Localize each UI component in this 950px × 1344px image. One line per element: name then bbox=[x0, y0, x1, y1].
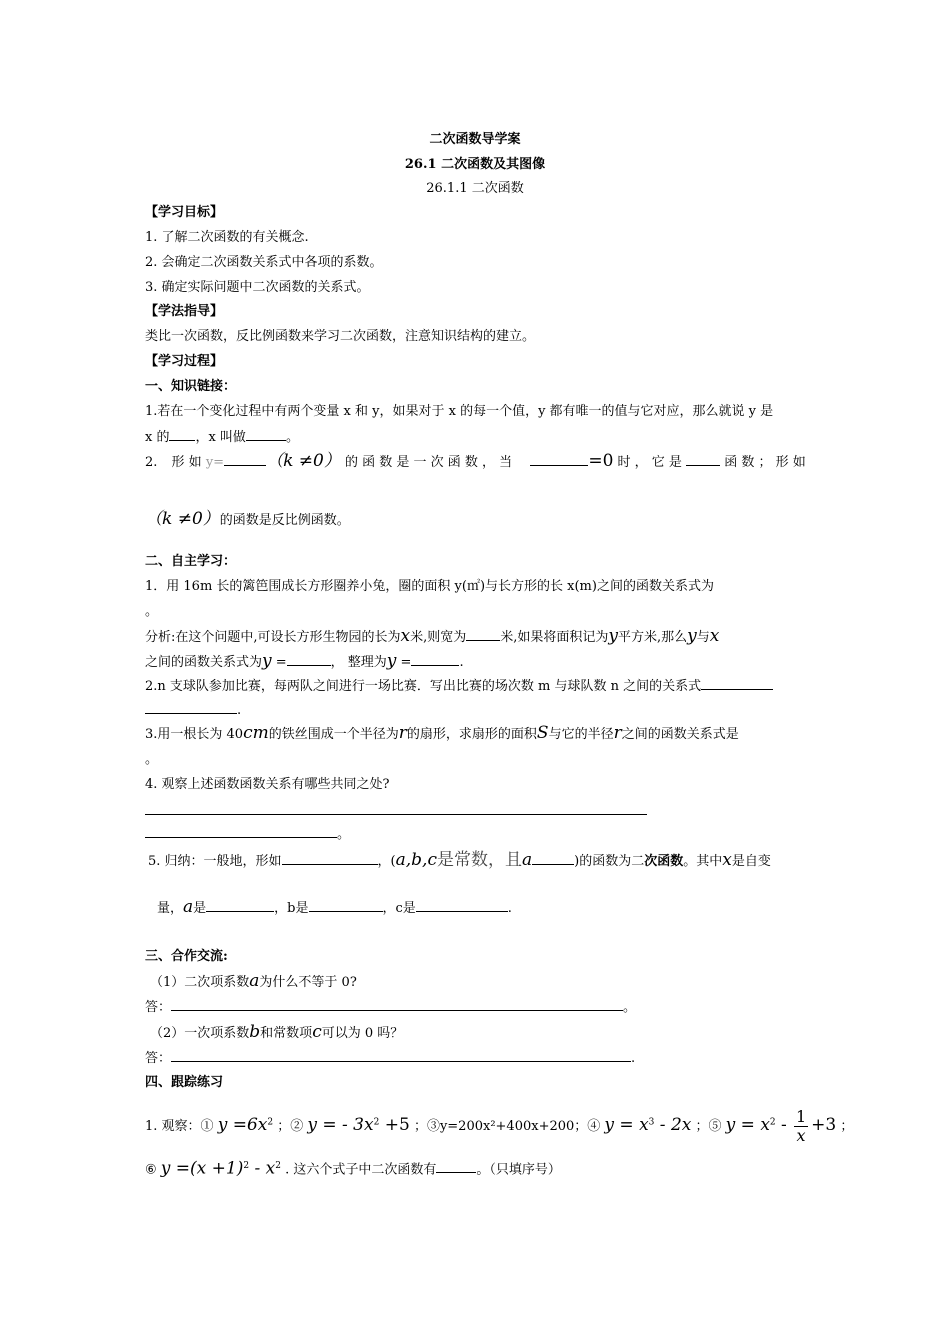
part2-q5-line2: 量，a是 ，b是 ，c是 . bbox=[157, 897, 512, 917]
blank[interactable] bbox=[169, 428, 195, 441]
page-title: 二次函数导学案 bbox=[429, 132, 521, 147]
answer-line[interactable] bbox=[145, 814, 647, 815]
blank[interactable] bbox=[309, 899, 383, 912]
blank[interactable] bbox=[436, 1160, 476, 1173]
blank[interactable] bbox=[287, 653, 331, 666]
part1-q2-line1: 2. 形 如 y= （k ≠0） 的 函 数 是 一 次 函 数 ， 当 =0 时 ， 它 是 函 数 ； 形 如 bbox=[145, 451, 806, 471]
blank[interactable] bbox=[416, 899, 508, 912]
part4-heading: 四、跟踪练习 bbox=[145, 1075, 224, 1090]
part2-q4-line2: 。 bbox=[145, 825, 350, 844]
part3-answer2: 答： . bbox=[145, 1051, 636, 1066]
goal-item-1: 1. 了解二次函数的有关概念. bbox=[145, 230, 309, 245]
answer-blank[interactable] bbox=[171, 998, 623, 1011]
part4-q1-line1: 1. 观察：① $y =6x^2$ ；② y = - $3x^2 +5$ ；③y=200x²+400x+200；④ $y = x^3 - 2x$ ；⑤ $y = x^2$ - $\frac{1}{x}$ +3 ； bbox=[145, 1107, 854, 1145]
blank[interactable] bbox=[145, 825, 337, 838]
blank[interactable] bbox=[246, 428, 286, 441]
part2-q3: 3.用一根长为 40cm的铁丝围成一个半径为r的扇形，求扇形的面积S与它的半径r之间的函数关系式是 bbox=[145, 723, 739, 743]
goals-heading: 【学习目标】 bbox=[145, 205, 224, 220]
blank[interactable] bbox=[282, 852, 378, 865]
blank[interactable] bbox=[145, 701, 237, 714]
part1-q2-line2: （k ≠0）的函数是反比例函数。 bbox=[145, 509, 350, 529]
part2-analysis-line2: 之间的函数关系式为y = ， 整理为y = . bbox=[145, 651, 464, 671]
goal-item-2: 2. 会确定二次函数关系式中各项的系数。 bbox=[145, 255, 383, 270]
part2-heading: 二、自主学习： bbox=[145, 554, 237, 569]
blank[interactable] bbox=[686, 453, 720, 466]
method-text: 类比一次函数，反比例函数来学习二次函数，注意知识结构的建立。 bbox=[145, 329, 536, 344]
part2-q1-end: 。 bbox=[145, 604, 159, 619]
part2-q5: 5. 归纳：一般地，形如 ，(a,b,c是常数，且a )的函数为二次函数。其中x是自变 bbox=[148, 850, 771, 870]
part2-q4: 4. 观察上述函数函数关系有哪些共同之处? bbox=[145, 777, 390, 792]
part4-q1-line2: ⑥ $y =(x +1)^2 - x^2$ . 这六个式子中二次函数有 。（只填序号） bbox=[145, 1158, 561, 1179]
part2-q3-end: 。 bbox=[145, 752, 159, 767]
blank[interactable] bbox=[411, 653, 459, 666]
blank[interactable] bbox=[532, 852, 574, 865]
part1-q1-line2: x 的 ，x 叫做 。 bbox=[145, 430, 299, 445]
section-title: 26.1 二次函数及其图像 bbox=[404, 157, 546, 172]
subsection-title: 26.1.1 二次函数 bbox=[426, 181, 524, 196]
part2-q2: 2.n 支球队参加比赛，每两队之间进行一场比赛．写出比赛的场次数 m 与球队数 n 之间的关系式 bbox=[145, 677, 773, 696]
part3-q1: （1）二次项系数a为什么不等于 0? bbox=[150, 971, 357, 991]
part3-heading: 三、合作交流: bbox=[145, 949, 228, 964]
part2-q1: 1．用 16m 长的篱笆围成长方形圈养小兔，圈的面积 y(㎡)与长方形的长 x(m)之间的函数关系式为 bbox=[145, 579, 714, 594]
goal-item-3: 3. 确定实际问题中二次函数的关系式。 bbox=[145, 280, 370, 295]
part1-heading: 一、知识链接： bbox=[145, 379, 237, 394]
blank[interactable] bbox=[206, 899, 274, 912]
part2-analysis-line1: 分析:在这个问题中,可设长方形生物园的长为x米,则宽为 米,如果将面积记为y平方米,那么y与x bbox=[145, 626, 720, 646]
answer-blank[interactable] bbox=[171, 1049, 631, 1062]
part2-q2-line2: . bbox=[145, 701, 241, 720]
blank[interactable] bbox=[466, 628, 500, 641]
method-heading: 【学法指导】 bbox=[145, 304, 224, 319]
blank[interactable] bbox=[530, 453, 588, 466]
part3-q2: （2）一次项系数b和常数项c可以为 0 吗？ bbox=[150, 1022, 404, 1042]
part1-q1-line1: 1.若在一个变化过程中有两个变量 x 和 y，如果对于 x 的每一个值，y 都有唯一的值与它对应，那么就说 y 是 bbox=[145, 404, 774, 419]
blank[interactable] bbox=[224, 453, 266, 466]
part3-answer1: 答： 。 bbox=[145, 1000, 637, 1015]
fraction: $\frac{1}{x}$ bbox=[795, 1107, 807, 1145]
process-heading: 【学习过程】 bbox=[145, 354, 224, 369]
blank[interactable] bbox=[701, 677, 773, 690]
